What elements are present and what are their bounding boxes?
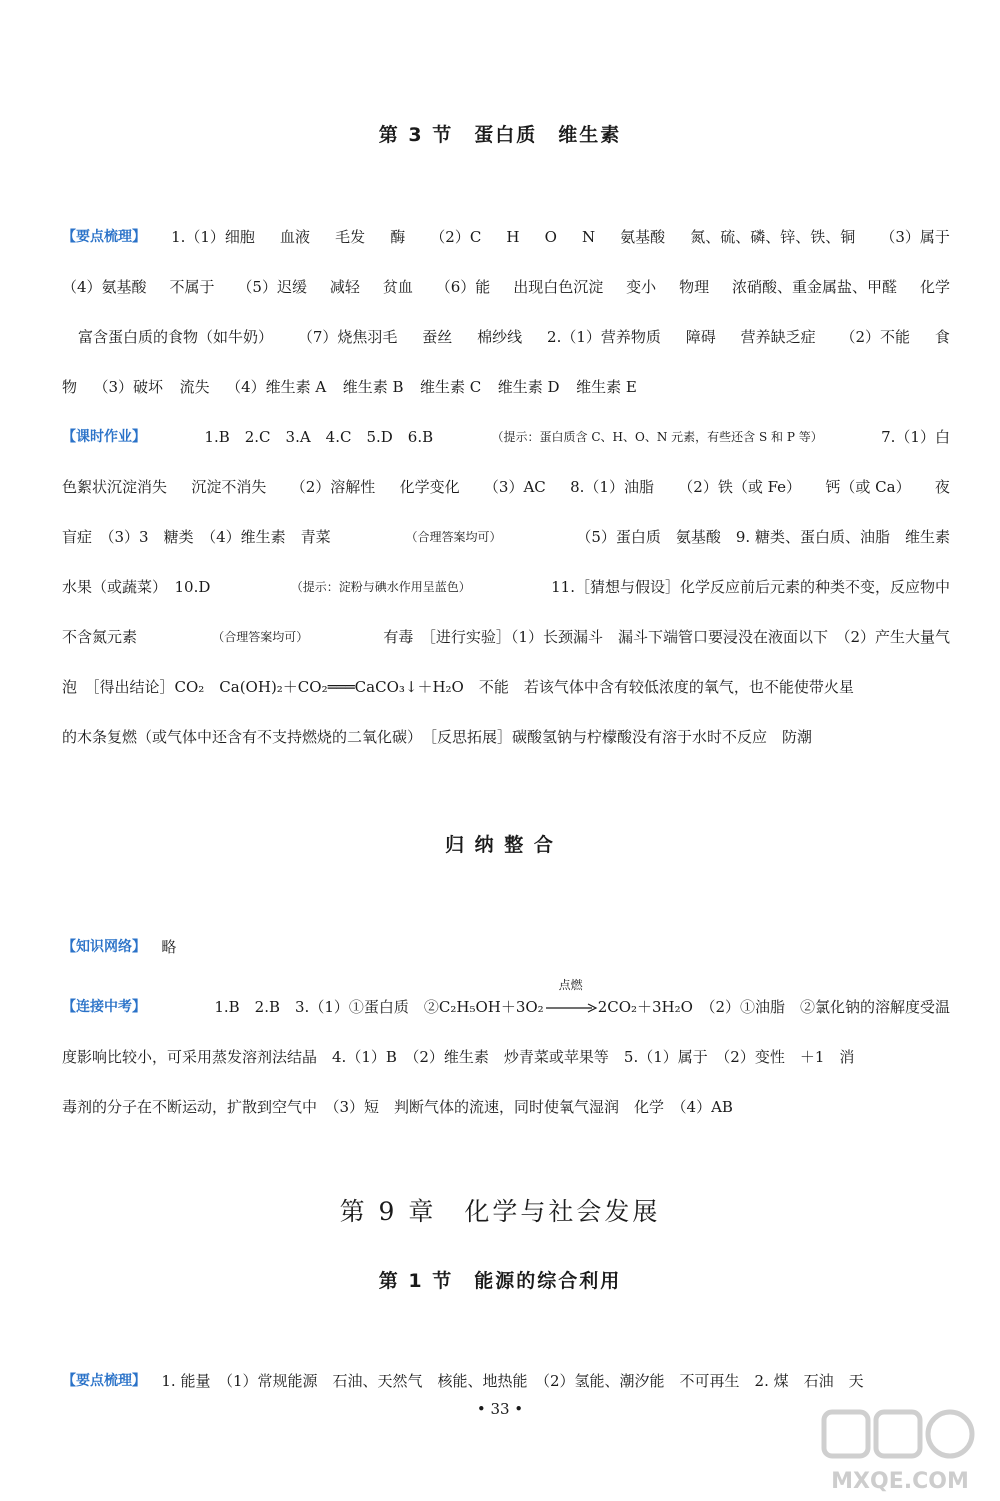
answer-text: 钙（或 Ca）: [825, 478, 911, 496]
answer-text: 富含蛋白质的食物（如牛奶）: [78, 328, 274, 346]
answer-line: [62, 978, 950, 1022]
answer-text: 沉淀不消失: [191, 478, 267, 496]
answer-text: 维生素 E: [576, 378, 637, 396]
answer-text: 障碍: [685, 328, 716, 346]
answer-text: （2）C: [430, 228, 482, 246]
answer-line: [62, 422, 950, 452]
answer-text: 的木条复燃（或气体中还含有不支持燃烧的二氧化碳） ［反思拓展］碳酸氢钠与柠檬酸没有溶于水时不反应 防潮: [62, 728, 813, 746]
answer-text: 度影响比较小，可采用蒸发溶剂法结晶 4.（1）B （2）维生素 炒青菜或苹果等 5.（1）属于 （2）变性 ＋1 消: [62, 1048, 855, 1066]
section-tag: 【课时作业】: [62, 429, 146, 445]
answer-text: （4）氨基酸: [62, 278, 147, 296]
answer-text: H: [506, 228, 520, 246]
answer-text: （6）能: [435, 278, 491, 296]
answer-text: 变小: [626, 278, 657, 296]
answer-note: （合理答案均可）: [212, 630, 309, 644]
answer-line: [62, 472, 950, 502]
answer-text: 不属于: [169, 278, 215, 296]
answer-text: 2CO₂＋3H₂O （2）①油脂 ②氯化钠的溶解度受温: [597, 998, 950, 1016]
answer-text: 2.（1）营养物质: [547, 328, 661, 346]
answer-text: （2）铁（或 Fe）: [678, 478, 802, 496]
answer-text: （2）不能: [840, 328, 911, 346]
answer-line: [62, 372, 950, 402]
answer-text: 减轻: [329, 278, 360, 296]
answer-text: 出现白色沉淀: [513, 278, 604, 296]
answer-line: [62, 622, 950, 652]
answer-text: （3）破坏: [93, 378, 164, 396]
answer-text: 1. 能量 （1）常规能源 石油、天然气 核能、地热能 （2）氢能、潮汐能 不可再生 2. 煤 石油 天: [161, 1372, 864, 1390]
answer-note: （提示：淀粉与碘水作用呈蓝色）: [290, 580, 471, 594]
answer-text: 贫血: [382, 278, 413, 296]
arrow-icon: [544, 1003, 598, 1013]
answer-text: 7.（1）白: [881, 428, 950, 446]
answer-text: 维生素 C: [420, 378, 482, 396]
reaction-arrow: [544, 978, 598, 1022]
watermark-logo: [820, 1408, 980, 1494]
reaction-condition: 点燃: [558, 978, 583, 992]
answer-line: [62, 272, 950, 302]
answer-line: [62, 1366, 950, 1396]
answer-text: （2）溶解性: [290, 478, 376, 496]
answer-text: （3）属于: [880, 228, 950, 246]
chapter-title: 第 9 章 化学与社会发展: [339, 1197, 661, 1226]
answer-text: 物理: [679, 278, 710, 296]
answer-text: 蚕丝: [422, 328, 453, 346]
answer-text: 维生素 D: [497, 378, 560, 396]
answer-line: [62, 1092, 950, 1122]
answer-text: 不含氮元素: [62, 628, 138, 646]
answer-text: 毛发: [335, 228, 366, 246]
page-number: • 33 •: [476, 1400, 524, 1418]
answer-text: 泡 ［得出结论］CO₂ Ca(OH)₂＋CO₂═══CaCO₃↓＋H₂O 不能 若该气体中含有较低浓度的氧气，也不能使带火星: [62, 678, 854, 696]
answer-text: 棉纱线: [477, 328, 523, 346]
answer-text: （5）蛋白质 氨基酸 9. 糖类、蛋白质、油脂 维生素: [576, 528, 950, 546]
answer-line: [62, 522, 950, 552]
answer-note: （提示：蛋白质含 C、H、O、N 元素，有些还含 S 和 P 等）: [491, 430, 823, 444]
answer-text: 1.B 2.B 3.（1）①蛋白质 ②C₂H₅OH＋3O₂: [214, 998, 544, 1016]
answer-text: 血液: [280, 228, 311, 246]
section-tag: 【要点梳理】: [62, 229, 146, 245]
answer-text: （3）AC: [483, 478, 546, 496]
answer-text: 氮、硫、磷、锌、铁、铜: [690, 228, 856, 246]
section-tag: 【连接中考】: [62, 999, 146, 1015]
answer-text: 水果（或蔬菜） 10.D: [62, 578, 211, 596]
answer-text: 化学: [919, 278, 950, 296]
section-title: 归 纳 整 合: [445, 834, 555, 856]
answer-line: [62, 722, 950, 752]
answer-text: 有毒 ［进行实验］（1）长颈漏斗 漏斗下端管口要浸没在液面以下 （2）产生大量气: [383, 628, 950, 646]
answer-text: 11.［猜想与假设］化学反应前后元素的种类不变，反应物中: [551, 578, 950, 596]
watermark-icon: [820, 1408, 980, 1494]
answer-text: O: [544, 228, 557, 246]
answer-text: 流失: [179, 378, 210, 396]
answer-note: （合理答案均可）: [405, 530, 502, 544]
section-title: 第 1 节 能源的综合利用: [378, 1270, 622, 1292]
answer-text: 略: [161, 938, 177, 956]
answer-text: N: [581, 228, 596, 246]
answer-text: 食: [934, 328, 950, 346]
answer-text: （4）维生素 A: [226, 378, 327, 396]
watermark-text: MXQE.COM: [831, 1469, 969, 1494]
answer-text: 氨基酸: [620, 228, 666, 246]
answer-text: 化学变化: [399, 478, 460, 496]
answer-text: 毒剂的分子在不断运动，扩散到空气中 （3）短 判断气体的流速，同时使氧气湿润 化学 （4）AB: [62, 1098, 733, 1116]
answer-text: 色絮状沉淀消失: [62, 478, 168, 496]
answer-text: 酶: [390, 228, 406, 246]
answer-text: 营养缺乏症: [740, 328, 816, 346]
answer-line: [62, 932, 950, 962]
answer-text: 物: [62, 378, 78, 396]
answer-text: （5）迟缓: [237, 278, 307, 296]
answer-text: 盲症 （3）3 糖类 （4）维生素 青菜: [62, 528, 331, 546]
section-title: 第 3 节 蛋白质 维生素: [378, 124, 622, 146]
answer-text: 1.（1）细胞: [171, 228, 255, 246]
answer-line: [78, 322, 950, 352]
answer-text: （7）烧焦羽毛: [297, 328, 398, 346]
answer-line: [62, 672, 950, 702]
answer-line: [62, 222, 950, 252]
answer-text: [214, 978, 950, 1022]
answer-text: 1.B 2.C 3.A 4.C 5.D 6.B: [204, 428, 434, 446]
answer-line: [62, 572, 950, 602]
answer-text: 维生素 B: [342, 378, 404, 396]
answer-line: [62, 1042, 950, 1072]
section-tag: 【知识网络】: [62, 939, 146, 955]
section-tag: 【要点梳理】: [62, 1373, 146, 1389]
answer-text: 浓硝酸、重金属盐、甲醛: [732, 278, 898, 296]
answer-text: 8.（1）油脂: [570, 478, 654, 496]
answer-text: 夜: [934, 478, 950, 496]
